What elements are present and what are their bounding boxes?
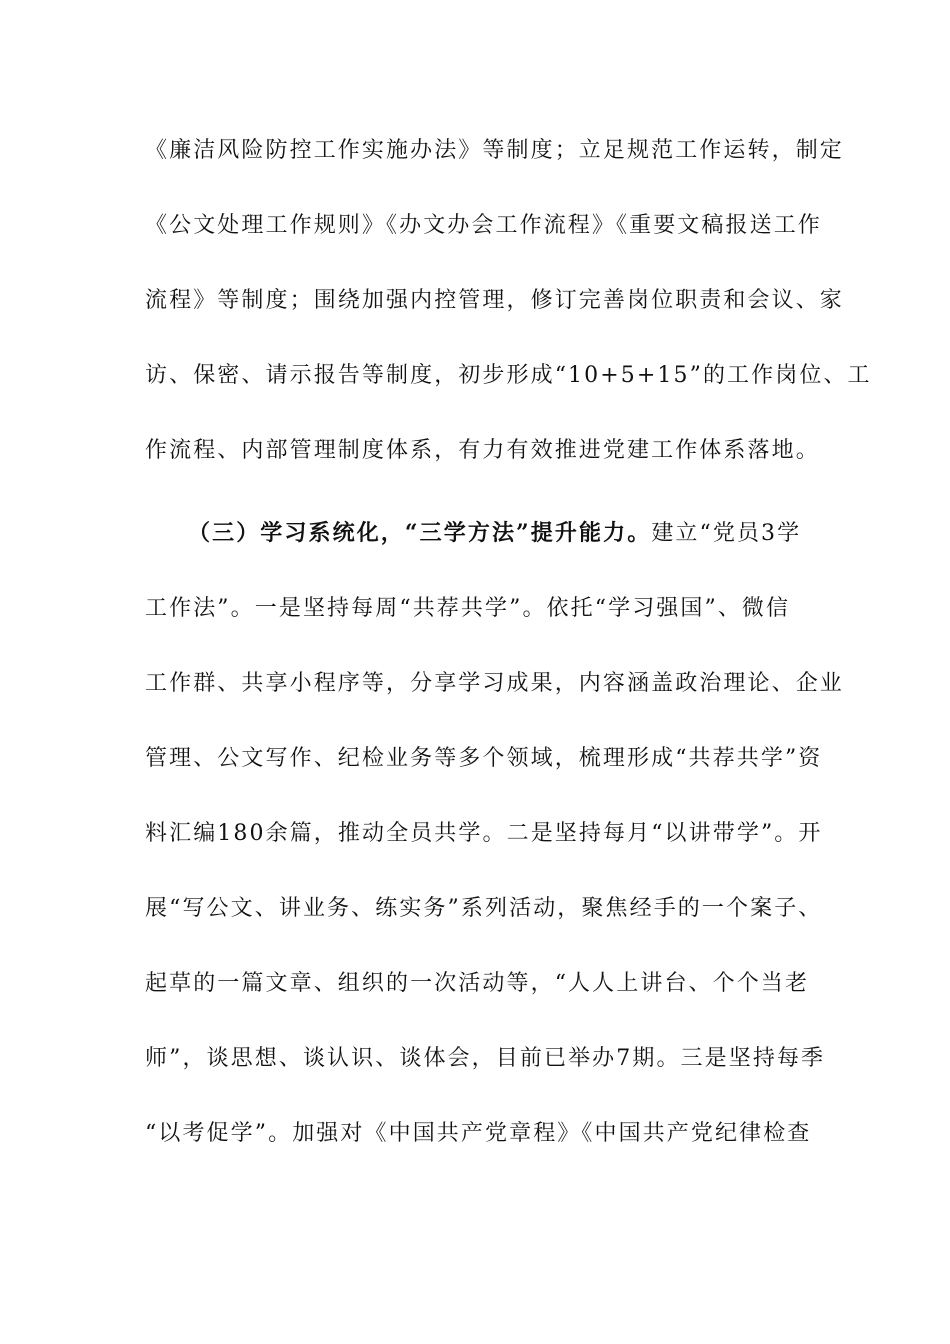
section-heading-line [188,518,810,549]
paragraph-line: 展“写公文、讲业务、练实务”系列活动，聚焦经手的一个案子、 [145,896,823,921]
paragraph-line: 工作群、共享小程序等，分享学习成果，内容涵盖政治理论、企业 [145,671,844,696]
paragraph-line: 师”，谈思想、谈认识、谈体会，目前已举办7期。三是坚持每季 [145,1046,826,1071]
paragraph-line: 访、保密、请示报告等制度，初步形成“10+5+15”的工作岗位、工 [145,363,872,388]
paragraph-line: 《廉洁风险防控工作实施办法》等制度；立足规范工作运转，制定 [145,138,844,163]
paragraph-line: 作流程、内部管理制度体系，有力有效推进党建工作体系落地。 [145,438,820,463]
paragraph-line: “以考促学”。加强对《中国共产党章程》《中国共产党纪律检查 [145,1121,812,1146]
paragraph-line: 管理、公文写作、纪检业务等多个领域，梳理形成“共荐共学”资 [145,746,823,771]
paragraph-line: 《公文处理工作规则》《办文办会工作流程》《重要文稿报送工作 [145,213,822,238]
paragraph-line: 工作法”。一是坚持每周“共荐共学”。依托“学习强国”、微信 [145,596,791,621]
section-heading-continuation: 建立“党员3学 [651,521,802,546]
section-heading: （三）学习系统化，“三学方法”提升能力。 [188,520,652,546]
paragraph-line: 流程》等制度；围绕加强内控管理，修订完善岗位职责和会议、家 [145,288,844,313]
paragraph-line: 料汇编180余篇，推动全员共学。二是坚持每月“以讲带学”。开 [145,821,823,846]
paragraph-line: 起草的一篇文章、组织的一次活动等，“人人上讲台、个个当老 [145,971,810,996]
